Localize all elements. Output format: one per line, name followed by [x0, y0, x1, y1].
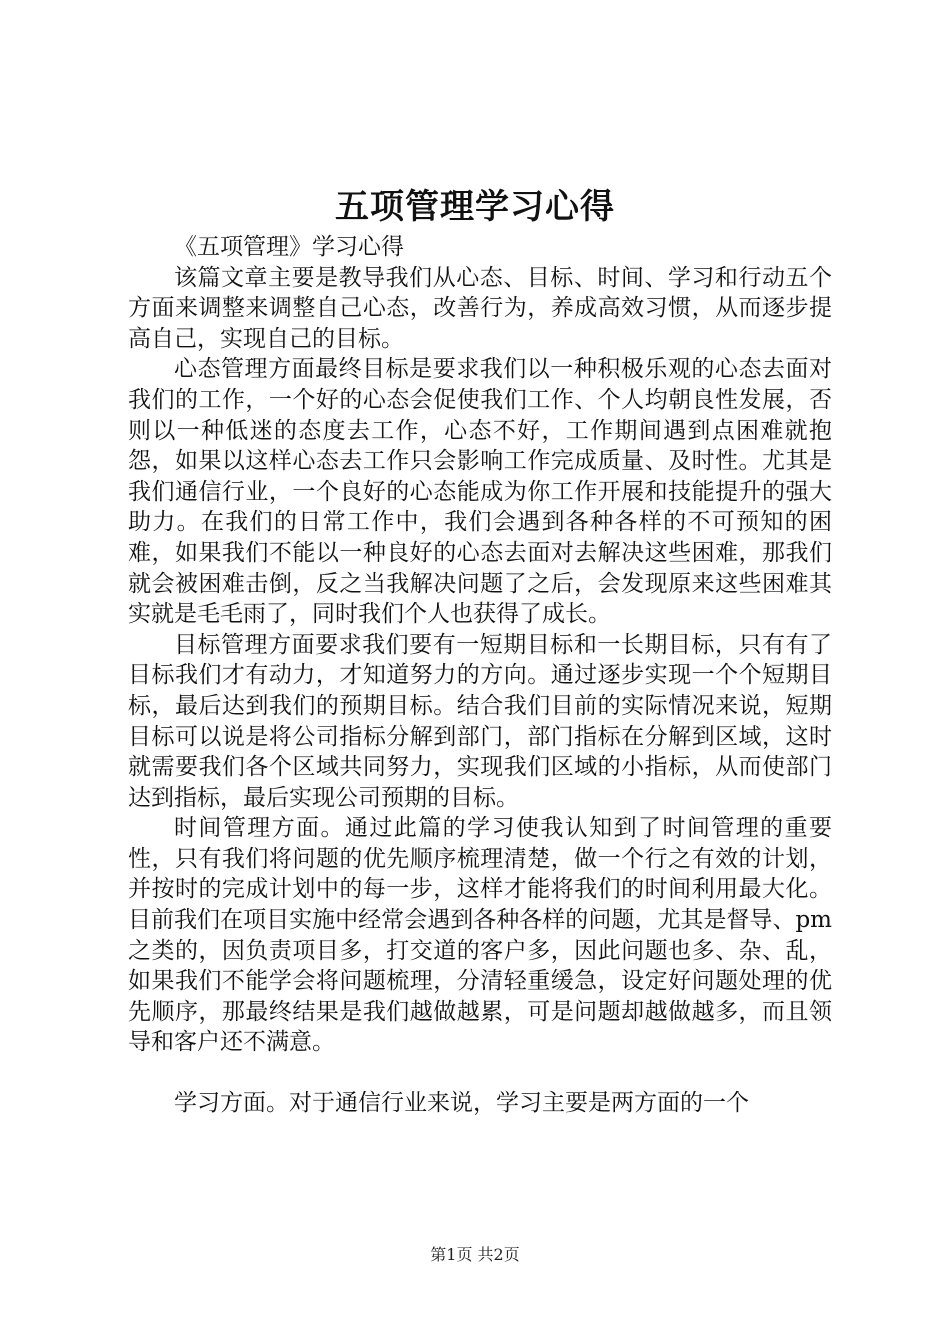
- intro-paragraph: 该篇文章主要是教导我们从心态、目标、时间、学习和行动五个方面来调整来调整自己心态，改善行为，养成高效习惯，从而逐步提高自己，实现自己的目标。: [128, 264, 832, 352]
- learning-paragraph: 学习方面。对于通信行业来说，学习主要是两方面的一个: [174, 1090, 749, 1117]
- document-title: 五项管理学习心得: [335, 187, 615, 227]
- subtitle-paragraph: 《五项管理》学习心得: [174, 234, 404, 260]
- page-number-footer: 第1页 共2页: [430, 1245, 520, 1264]
- document-body: [128, 232, 832, 1119]
- goal-paragraph: 目标管理方面要求我们要有一短期目标和一长期目标，只有有了目标我们才有动力，才知道努力的方向。通过逐步实现一个个短期目标，最后达到我们的预期目标。结合我们目前的实际情况来说，短期目标可以说是将公司指标分解到部门，部门指标在分解到区域，这时就需要我们各个区域共同努力，实现我们区域的小指标，从而使部门达到指标，最后实现公司预期的目标。: [128, 631, 832, 811]
- time-paragraph: 时间管理方面。通过此篇的学习使我认知到了时间管理的重要性，只有我们将问题的优先顺序梳理清楚，做一个行之有效的计划，并按时的完成计划中的每一步，这样才能将我们的时间利用最大化。目前我们在项目实施中经常会遇到各种各样的问题，尤其是督导、pm之类的，因负责项目多，打交道的客户多，因此问题也多、杂、乱，如果我们不能学会将问题梳理，分清轻重缓急，设定好问题处理的优先顺序，那最终结果是我们越做越累，可是问题却越做越多，而且领导和客户还不满意。: [128, 815, 832, 1056]
- mindset-paragraph: 心态管理方面最终目标是要求我们以一种积极乐观的心态去面对我们的工作，一个好的心态会促使我们工作、个人均朝良性发展，否则以一种低迷的态度去工作，心态不好，工作期间遇到点困难就抱怨，如果以这样心态去工作只会影响工作完成质量、及时性。尤其是我们通信行业，一个良好的心态能成为你工作开展和技能提升的强大助力。在我们的日常工作中，我们会遇到各种各样的不可预知的困难，如果我们不能以一种良好的心态去面对去解决这些困难，那我们就会被困难击倒，反之当我解决问题了之后，会发现原来这些困难其实就是毛毛雨了，同时我们个人也获得了成长。: [128, 356, 832, 628]
